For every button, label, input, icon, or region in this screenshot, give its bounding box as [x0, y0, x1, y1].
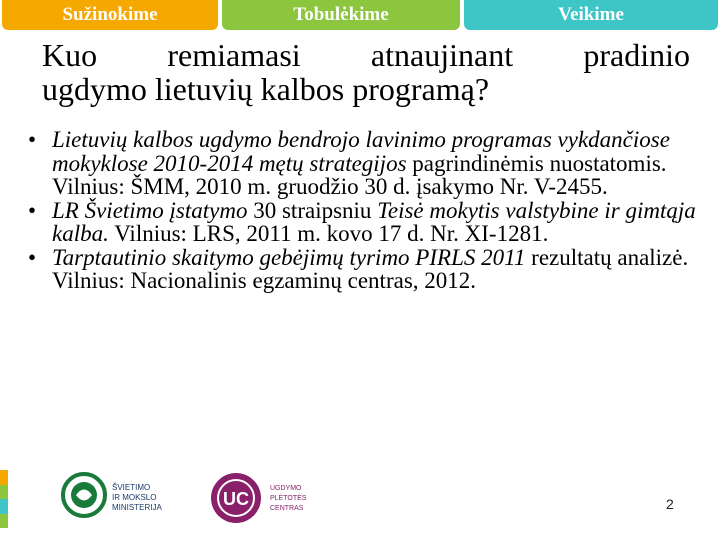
- top-tab-bar: [0, 0, 720, 32]
- ugdymo-pletotes-centras-logo: [208, 470, 328, 526]
- list-item: [28, 128, 700, 199]
- reference-details: pagrindinėmis nuostatomis. Vilnius: ŠMM, 2010 m. gruodžio 30 d. įsakymo Nr. V-2455.: [52, 150, 667, 199]
- reference-title: LR Švietimo įstatymo: [52, 197, 248, 223]
- title-line-2: ugdymo lietuvių kalbos programą?: [42, 71, 490, 107]
- bullet-marker: •: [28, 127, 37, 152]
- ministry-logo: [58, 470, 188, 520]
- title-line-1: [42, 38, 690, 72]
- ministry-logo-text: IR MOKSLO: [112, 493, 157, 502]
- reference-details: rezultatų analizė. Vilnius: Nacionalinis egzaminų centras, 2012.: [52, 244, 689, 293]
- title-word: remiamasi: [167, 37, 301, 73]
- list-item: [28, 246, 700, 293]
- tab-veikime[interactable]: Veikime: [464, 0, 718, 30]
- tab-tobulekime[interactable]: Tobulėkime: [222, 0, 460, 30]
- title-word: Kuo: [42, 37, 98, 73]
- reference-title: Lietuvių kalbos ugdymo bendrojo lavinimo programas vykdančiose mokyklose 2010-2014 mętų strategijos: [52, 127, 670, 176]
- list-item: [28, 199, 700, 246]
- reference-details: Vilnius: LRS, 2011 m. kovo 17 d. Nr. XI-1281.: [108, 221, 549, 246]
- ministry-logo-text: MINISTERIJA: [112, 503, 162, 512]
- tab-suzinokime[interactable]: Sužinokime: [2, 0, 218, 30]
- side-bar-segment: [0, 470, 8, 485]
- reference-title: Tarptautinio skaitymo gebėjimų tyrimo PIRLS 2011: [52, 244, 526, 270]
- ministry-logo-text: ŠVIETIMO: [112, 483, 151, 492]
- center-logo-monogram: UC: [223, 489, 249, 509]
- side-bar-segment: [0, 499, 8, 514]
- color-side-bar: [0, 470, 8, 528]
- reference-subtitle: Teisė mokytis valstybine ir gimtąja kalba.: [52, 197, 696, 246]
- center-logo-text: PLĖTOTĖS: [270, 495, 307, 502]
- slide-title: [42, 38, 690, 106]
- page-number: 2: [666, 496, 674, 512]
- title-word: atnaujinant: [370, 37, 514, 73]
- bullet-marker: •: [28, 244, 37, 270]
- reference-list: [28, 128, 700, 293]
- side-bar-segment: [0, 485, 8, 500]
- center-logo-text: CENTRAS: [270, 505, 304, 512]
- center-logo-text: UGDYMO: [270, 485, 302, 492]
- side-bar-segment: [0, 514, 8, 529]
- bullet-marker: •: [28, 197, 37, 223]
- reference-details: 30 straipsniu: [247, 197, 378, 223]
- title-word: pradinio: [583, 37, 690, 73]
